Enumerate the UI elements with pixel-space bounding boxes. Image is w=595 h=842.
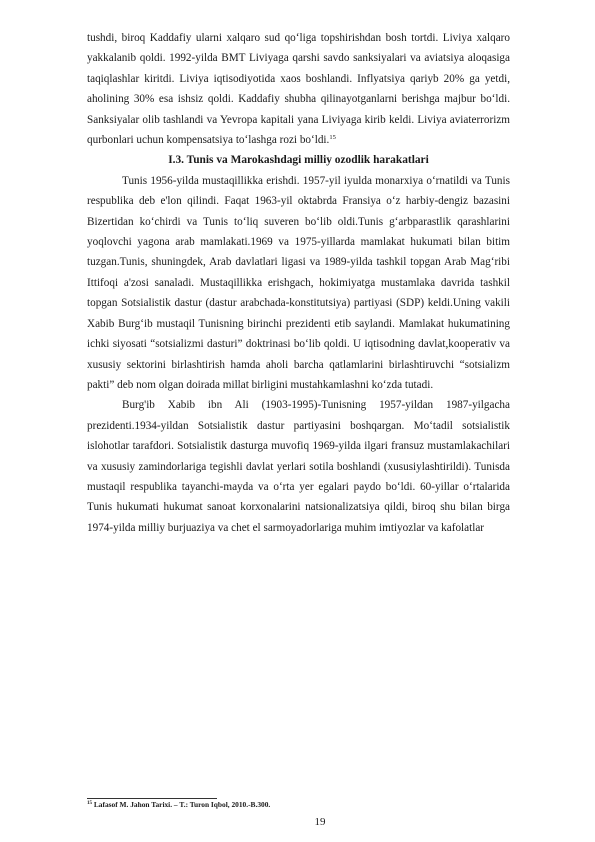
paragraph-tunisia-independence: Tunis 1956-yilda mustaqillikka erishdi. 1957-yil iyulda monarxiya o‘rnatildi va Tunis respublika deb e'lon qilindi. Faqat 1963-yil oktabrda Fransiya o‘z harbiy-dengiz bazasini Bizertidan ko‘chirdi va Tunis to‘liq suveren bo‘lib oldi.Tunis g‘arbparastlik qarashlarini yoqlovchi yagona arab mamlakati.1969 va 1975-yillarda mamlakat hukumati bilan bitim tuzgan.Tunis, shuningdek, Arab davlatlari ligasi va 1989-yilda tashkil topgan Arab Mag‘ribi Ittifoqi a'zosi sanaladi. Mustaqillikka erishgach, hokimiyatga mustamlaka davrida tashkil topgan Sotsialistik dastur (dastur arabchada-konstitutsiya) partiyasi (SDP) keldi.Uning vakili Xabib Burg‘ib mustaqil Tunisning birinchi prezidenti etib saylandi. Mamlakat hukumatining ichki siyosati “sotsializmi dasturi” doktrinasi bo‘lib qoldi. U iqtisodning davlat,kooperativ va xususiy sektorini birlashtirish hamda aholi barcha qatlamlarini birlashtiruvchi “sotsializm pakti” deb nom olgan doirada millat birligini mustahkamlashni ko‘zda tutadi. <box>87 174 510 391</box>
footnote-divider <box>87 798 217 799</box>
footnote-reference: 15 <box>329 134 336 142</box>
footnote <box>87 800 270 810</box>
footnote-number: 15 <box>87 801 92 806</box>
page-number: 19 <box>314 816 326 828</box>
footnote-text: Lafasof M. Jahon Tarixi. – T.: Turon Iqbol, 2010.-B.300. <box>93 800 271 809</box>
paragraph-libya <box>87 28 510 150</box>
section-heading: I.3. Tunis va Marokashdagi milliy ozodlik harakatlari <box>168 154 429 167</box>
paragraph-libya-text: tushdi, biroq Kaddafiy ularni xalqaro sud qo‘liga topshirishdan bosh tortdi. Liviya xalqaro yakkalanib qoldi. 1992-yilda BMT Liviyaga qarshi savdo sanksiyalari va aviatsiya aloqasiga taqiqlashlar kiritdi. Liviya iqtisodiyotida xaos boshlandi. Inflyatsiya qariyb 20% ga yetdi, aholining 30% esa ishsiz qoldi. Kaddafiy shubha qilinayotganlarni berishga majbur bo‘ldi. Sanksiyalar olib tashlandi va Yevropa kapitali yana Liviyaga kirib keldi. Liviya aviaterrorizm qurbonlari uchun kompensatsiya to‘lashga rozi bo‘ldi. <box>87 32 510 147</box>
paragraph-burgiba: Burg'ib Xabib ibn Ali (1903-1995)-Tunisning 1957-yildan 1987-yilgacha prezidenti.1934-yildan Sotsialistik dastur partiyasini boshqargan. Mo‘tadil sotsialistik islohotlar tarafdori. Sotsialistik dasturga muvofiq 1969-yilda ilgari fransuz mustamlakachilari va xususiy zamindorlariga tegishli davlat yerlari sotila boshlandi (xususiylashtirildi). Tunisda mustaqil respublika tayanchi-mayda va o‘rta yer egalari paydo bo‘ldi. 60-yillar o‘rtalarida Tunis hukumati hukumat sanoat korxonalarini natsionalizatsiya qildi, biroq shu bilan birga 1974-yilda milliy burjuaziya va chet el sarmoyadorlariga muhim imtiyozlar va kafolatlar <box>87 399 510 534</box>
body-text <box>87 28 510 538</box>
